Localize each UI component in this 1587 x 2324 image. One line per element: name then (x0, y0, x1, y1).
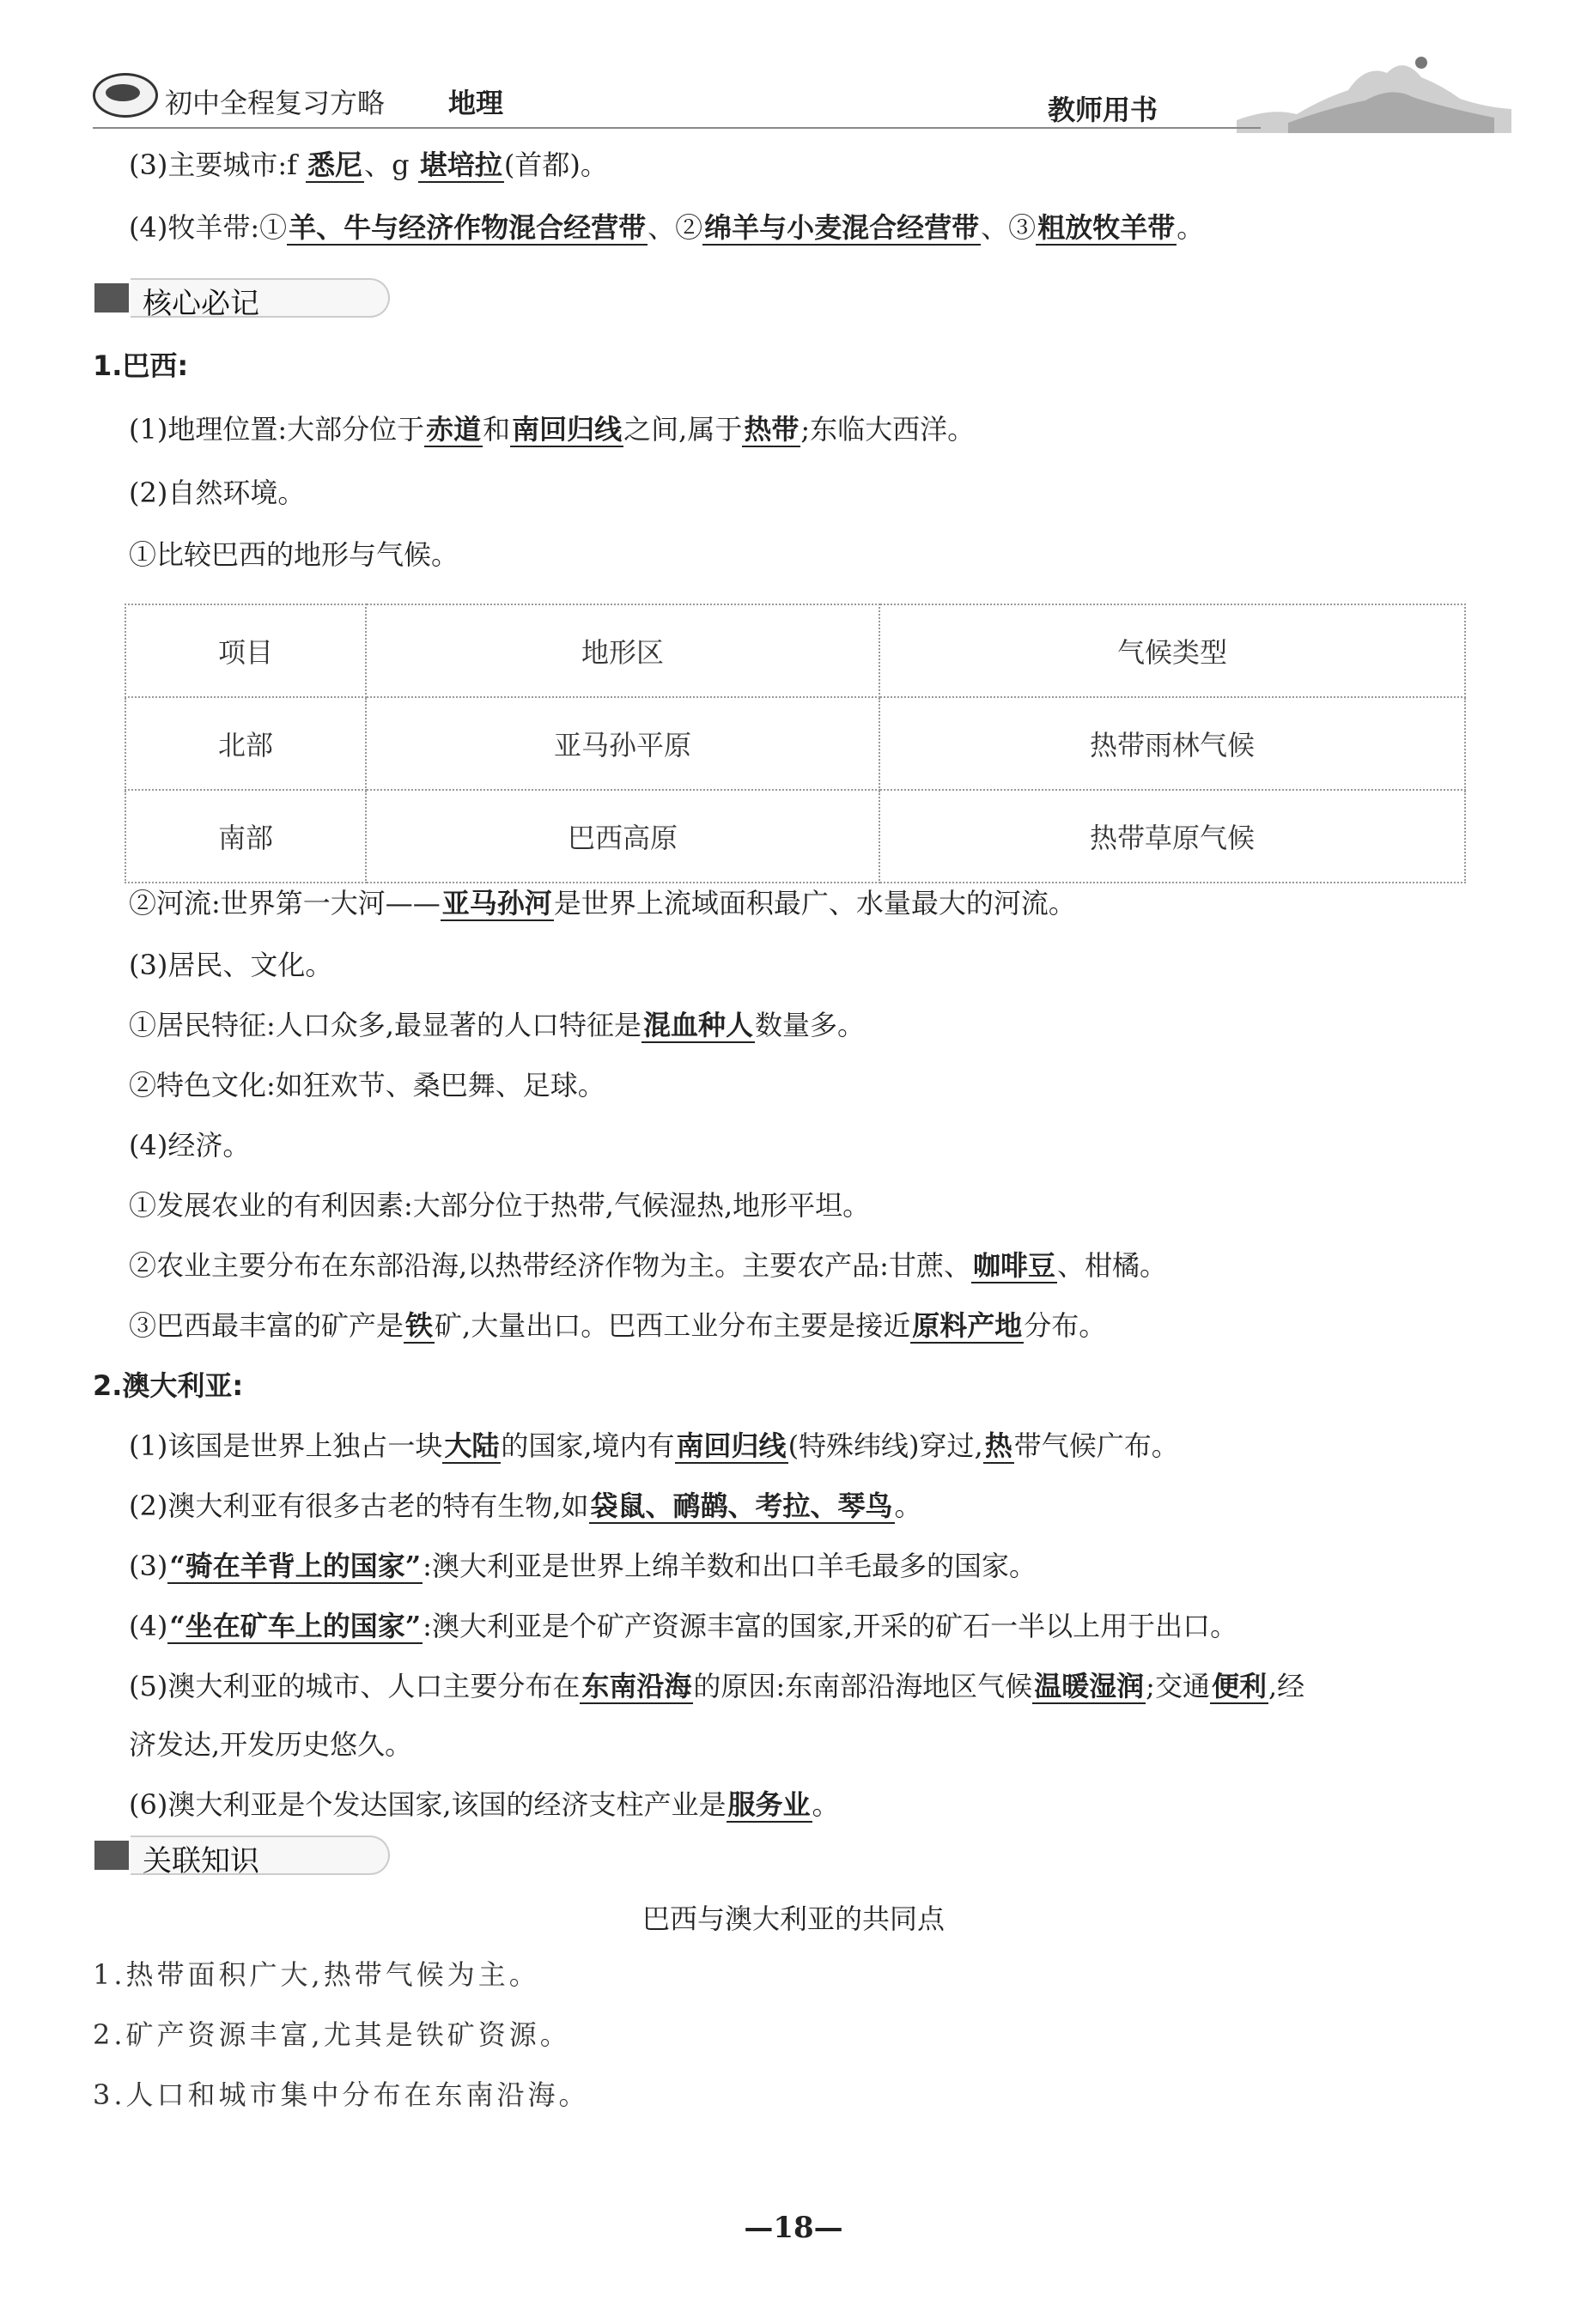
brazil-resident: ①居民特征:人口众多,最显著的人口特征是混血种人数量多。 (129, 1009, 865, 1041)
australia-item-5: (5)澳大利亚的城市、人口主要分布在东南沿海的原因:东南部沿海地区气候温暖湿润;交通便利,经 (129, 1670, 1305, 1702)
teacher-edition-label: 教师用书 (1048, 94, 1158, 126)
brazil-title: 1.巴西: (93, 349, 189, 382)
related-item: 2.矿产资源丰富,尤其是铁矿资源。 (93, 2018, 571, 2051)
brazil-people: (3)居民、文化。 (129, 949, 333, 981)
book-title: 初中全程复习方略 (165, 87, 386, 119)
australia-item-3: (3)“骑在羊背上的国家”:澳大利亚是世界上绵羊数和出口羊毛最多的国家。 (129, 1550, 1037, 1582)
table-header-cell: 地形区 (366, 604, 879, 697)
table-cell: 亚马孙平原 (366, 697, 879, 790)
australia-item-5-cont: 济发达,开发历史悠久。 (129, 1728, 413, 1761)
page-header (0, 0, 1587, 129)
table-row (125, 697, 1465, 790)
brazil-farm-factors: ①发展农业的有利因素:大部分位于热带,气候湿热,地形平坦。 (129, 1189, 871, 1222)
table-header-cell: 气候类型 (879, 604, 1465, 697)
related-item: 1.热带面积广大,热带气候为主。 (93, 1958, 540, 1991)
related-title: 巴西与澳大利亚的共同点 (641, 1902, 945, 1935)
mountain-decoration-icon (1237, 47, 1511, 133)
intro-line-sheep-belt: (4)牧羊带:①羊、牛与经济作物混合经营带、②绵羊与小麦混合经营带、③粗放牧羊带。 (129, 211, 1205, 244)
book-subject: 地理 (448, 87, 504, 119)
table-cell: 北部 (125, 697, 366, 790)
brazil-env: (2)自然环境。 (129, 476, 306, 509)
table-cell: 巴西高原 (366, 790, 879, 883)
table-cell: 热带草原气候 (879, 790, 1465, 883)
brazil-culture: ②特色文化:如狂欢节、桑巴舞、足球。 (129, 1069, 605, 1101)
table-cell: 南部 (125, 790, 366, 883)
brazil-mine: ③巴西最丰富的矿产是铁矿,大量出口。巴西工业分布主要是接近原料产地分布。 (129, 1309, 1107, 1342)
page-number: —18— (744, 2211, 843, 2245)
australia-item-1: (1)该国是世界上独占一块大陆的国家,境内有南回归线(特殊纬线)穿过,热带气候广布。 (129, 1429, 1179, 1462)
australia-title: 2.澳大利亚: (93, 1369, 244, 1402)
related-item: 3.人口和城市集中分布在东南沿海。 (93, 2078, 590, 2111)
terrain-climate-table (125, 604, 1466, 883)
brazil-compare: ①比较巴西的地形与气候。 (129, 538, 459, 571)
intro-line-cities: (3)主要城市:f 悉尼、g 堪培拉(首都)。 (129, 149, 608, 181)
australia-item-6: (6)澳大利亚是个发达国家,该国的经济支柱产业是服务业。 (129, 1788, 840, 1821)
brazil-location: (1)地理位置:大部分位于赤道和南回归线之间,属于热带;东临大西洋。 (129, 413, 976, 446)
publisher-logo (93, 73, 158, 118)
brazil-economy: (4)经济。 (129, 1129, 251, 1162)
australia-item-2: (2)澳大利亚有很多古老的特有生物,如袋鼠、鸸鹋、考拉、琴鸟。 (129, 1490, 922, 1522)
table-cell: 热带雨林气候 (879, 697, 1465, 790)
table-header-row (125, 604, 1465, 697)
header-divider (93, 127, 1261, 129)
table-row (125, 790, 1465, 883)
brazil-farm-products: ②农业主要分布在东部沿海,以热带经济作物为主。主要农产品:甘蔗、咖啡豆、柑橘。 (129, 1249, 1167, 1282)
table-header-cell: 项目 (125, 604, 366, 697)
brazil-river: ②河流:世界第一大河——亚马孙河是世界上流域面积最广、水量最大的河流。 (129, 887, 1076, 919)
australia-item-4: (4)“坐在矿车上的国家”:澳大利亚是个矿产资源丰富的国家,开采的矿石一半以上用于出口。 (129, 1610, 1238, 1642)
